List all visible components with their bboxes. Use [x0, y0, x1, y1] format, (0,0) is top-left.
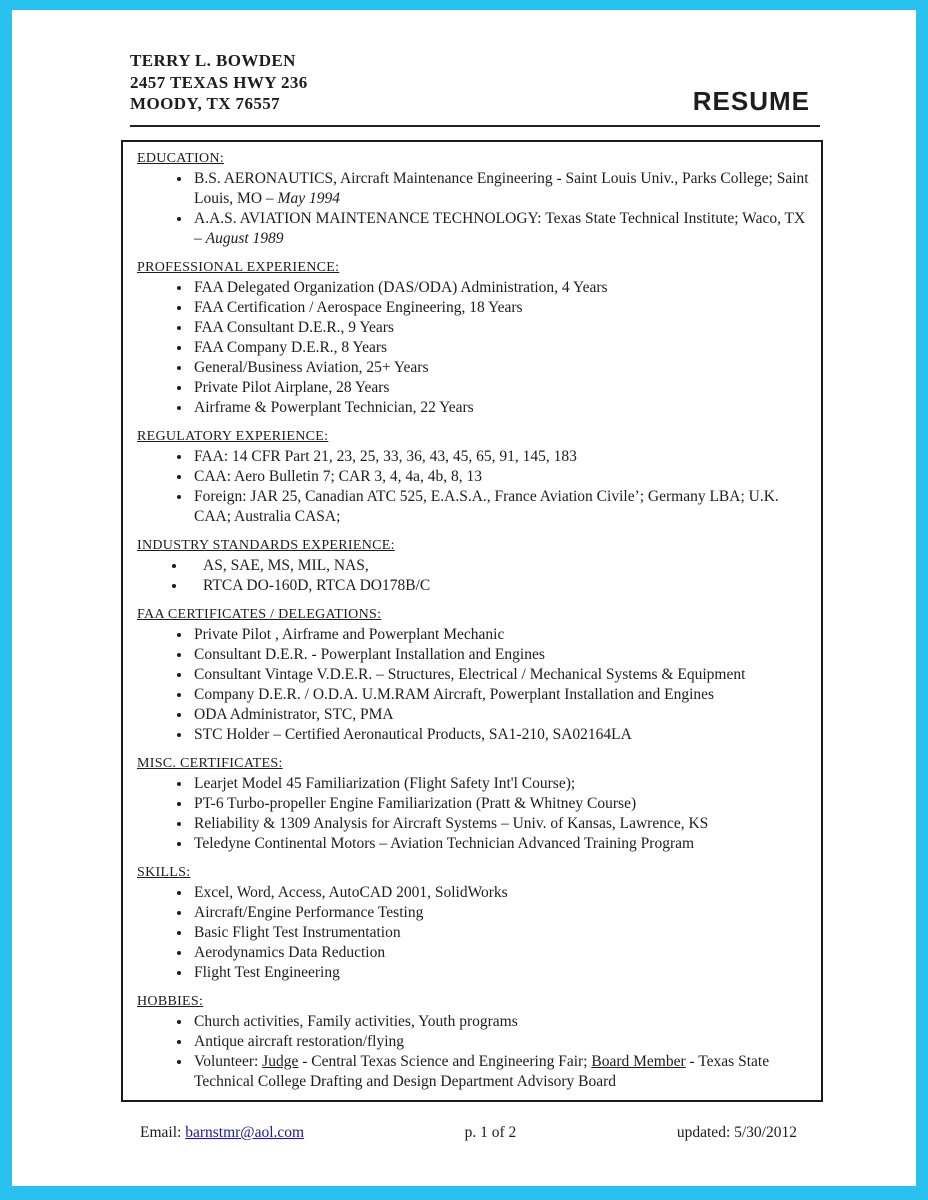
address-line-1: 2457 TEXAS HWY 236 [130, 72, 308, 92]
bullet-text-segment: PT-6 Turbo-propeller Engine Familiarization (Pratt & Whitney Course) [194, 795, 637, 812]
bullet-text-segment: RTCA DO-160D, RTCA DO178B/C [203, 577, 431, 594]
bullet-item [192, 467, 809, 487]
updated-date: updated: 5/30/2012 [676, 1124, 797, 1141]
bullet-text-segment: Consultant Vintage V.D.E.R. – Structures, Electrical / Mechanical Systems & Equipment [194, 666, 746, 683]
bullet-text-segment: Consultant D.E.R. - Powerplant Installation and Engines [194, 646, 545, 663]
footer [121, 1124, 823, 1142]
bullet-item [192, 1012, 809, 1032]
bullet-item [192, 883, 809, 903]
bullet-text-segment: Airframe & Powerplant Technician, 22 Years [194, 399, 474, 416]
bullet-item [192, 963, 809, 983]
bullet-text-segment: Board Member [591, 1053, 686, 1070]
bullet-text-segment: Aerodynamics Data Reduction [194, 944, 386, 961]
bullet-text-segment: Foreign: JAR 25, Canadian ATC 525, E.A.S.A., France Aviation Civile’; Germany LBA; U.K. CAA; Australia CASA; [194, 488, 779, 525]
section-bullet-list [137, 1012, 809, 1092]
header-divider [130, 125, 820, 127]
bullet-text-segment: FAA Company D.E.R., 8 Years [194, 339, 388, 356]
bullet-item [192, 665, 809, 685]
bullet-text-segment: Private Pilot , Airframe and Powerplant Mechanic [194, 626, 505, 643]
section-bullet-list [137, 169, 809, 249]
header-contact-block [130, 50, 308, 115]
bullet-item [192, 943, 809, 963]
bullet-text-segment: Flight Test Engineering [194, 964, 340, 981]
bullet-item [192, 398, 809, 418]
section-bullet-list [137, 774, 809, 854]
bullet-text-segment: STC Holder – Certified Aeronautical Products, SA1-210, SA02164LA [194, 726, 632, 743]
resume-section [137, 993, 809, 1092]
bullet-item [192, 834, 809, 854]
resume-section [137, 537, 809, 596]
section-bullet-list [137, 278, 809, 418]
bullet-text-segment: Private Pilot Airplane, 28 Years [194, 379, 390, 396]
bullet-item [187, 556, 809, 576]
bullet-text-segment: AS, SAE, MS, MIL, NAS, [203, 557, 369, 574]
bullet-text-segment: Volunteer: [194, 1053, 263, 1070]
bullet-item [192, 378, 809, 398]
bullet-text-segment: May 1994 [277, 190, 340, 207]
section-bullet-list [137, 883, 809, 983]
bullet-item [192, 923, 809, 943]
resume-body [121, 140, 823, 1102]
section-heading: REGULATORY EXPERIENCE: [137, 429, 329, 444]
bullet-item [192, 625, 809, 645]
bullet-text-segment: B.S. AERONAUTICS, Aircraft Maintenance Engineering - Saint Louis Univ., Parks College; Saint Louis, MO – [194, 170, 809, 207]
resume-section [137, 864, 809, 983]
bullet-item [192, 338, 809, 358]
section-heading: EDUCATION: [137, 151, 224, 166]
section-heading: PROFESSIONAL EXPERIENCE: [137, 260, 340, 275]
resume-section [137, 606, 809, 745]
bullet-item [192, 685, 809, 705]
bullet-text-segment: FAA: 14 CFR Part 21, 23, 25, 33, 36, 43, 45, 65, 91, 145, 183 [194, 448, 577, 465]
bullet-text-segment: Learjet Model 45 Familiarization (Flight Safety Int'l Course); [194, 775, 576, 792]
bullet-text-segment: ODA Administrator, STC, PMA [194, 706, 394, 723]
email-link[interactable]: barnstmr@aol.com [185, 1124, 305, 1141]
bullet-text-segment: Excel, Word, Access, AutoCAD 2001, SolidWorks [194, 884, 508, 901]
resume-section [137, 259, 809, 418]
bullet-text-segment: General/Business Aviation, 25+ Years [194, 359, 429, 376]
bullet-item [192, 725, 809, 745]
document-title: RESUME [692, 86, 810, 116]
bullet-text-segment: Judge [262, 1053, 299, 1070]
footer-email [140, 1124, 304, 1142]
bullet-text-segment: FAA Consultant D.E.R., 9 Years [194, 319, 394, 336]
bullet-item [192, 1032, 809, 1052]
bullet-text-segment: Church activities, Family activities, Youth programs [194, 1013, 518, 1030]
resume-section [137, 428, 809, 527]
bullet-text-segment: Aircraft/Engine Performance Testing [194, 904, 424, 921]
bullet-item [192, 169, 809, 209]
section-bullet-list [137, 556, 809, 596]
bullet-item [192, 318, 809, 338]
section-heading: SKILLS: [137, 865, 191, 880]
bullet-text-segment: CAA: Aero Bulletin 7; CAR 3, 4, 4a, 4b, 8, 13 [194, 468, 483, 485]
person-name: TERRY L. BOWDEN [130, 51, 296, 70]
email-label: Email: [140, 1124, 186, 1141]
bullet-text-segment: Company D.E.R. / O.D.A. U.M.RAM Aircraft, Powerplant Installation and Engines [194, 686, 715, 703]
bullet-text-segment: FAA Delegated Organization (DAS/ODA) Administration, 4 Years [194, 279, 608, 296]
bullet-item [192, 358, 809, 378]
page-number: p. 1 of 2 [464, 1124, 517, 1141]
bullet-item [192, 298, 809, 318]
bullet-text-segment: - Central Texas Science and Engineering Fair; [298, 1053, 592, 1070]
bullet-text-segment: Reliability & 1309 Analysis for Aircraft Systems – Univ. of Kansas, Lawrence, KS [194, 815, 709, 832]
bullet-text-segment: Basic Flight Test Instrumentation [194, 924, 401, 941]
section-heading: INDUSTRY STANDARDS EXPERIENCE: [137, 538, 395, 553]
bullet-item [192, 209, 809, 249]
address-line-2: MOODY, TX 76557 [130, 94, 281, 113]
bullet-text-segment: Teledyne Continental Motors – Aviation Technician Advanced Training Program [194, 835, 695, 852]
bullet-item [192, 814, 809, 834]
bullet-item [192, 487, 809, 527]
bullet-item [192, 794, 809, 814]
bullet-item [192, 1052, 809, 1092]
bullet-text-segment: FAA Certification / Aerospace Engineering, 18 Years [194, 299, 523, 316]
bullet-text-segment: - Texas State Technical College Drafting and Design Department Advisory Board [194, 1053, 770, 1090]
bullet-item [192, 903, 809, 923]
section-heading: FAA CERTIFICATES / DELEGATIONS: [137, 607, 382, 622]
section-heading: MISC. CERTIFICATES: [137, 756, 283, 771]
bullet-text-segment: Antique aircraft restoration/flying [194, 1033, 405, 1050]
section-heading: HOBBIES: [137, 994, 204, 1009]
bullet-text-segment: August 1989 [205, 230, 284, 247]
bullet-item [192, 447, 809, 467]
resume-section [137, 755, 809, 854]
bullet-text-segment: A.A.S. AVIATION MAINTENANCE TECHNOLOGY: Texas State Technical Institute; Waco, TX – [194, 210, 806, 247]
resume-section [137, 150, 809, 249]
bullet-item [192, 774, 809, 794]
bullet-item [192, 645, 809, 665]
bullet-item [192, 705, 809, 725]
bullet-item [192, 278, 809, 298]
section-bullet-list [137, 447, 809, 527]
section-bullet-list [137, 625, 809, 745]
bullet-item [187, 576, 809, 596]
